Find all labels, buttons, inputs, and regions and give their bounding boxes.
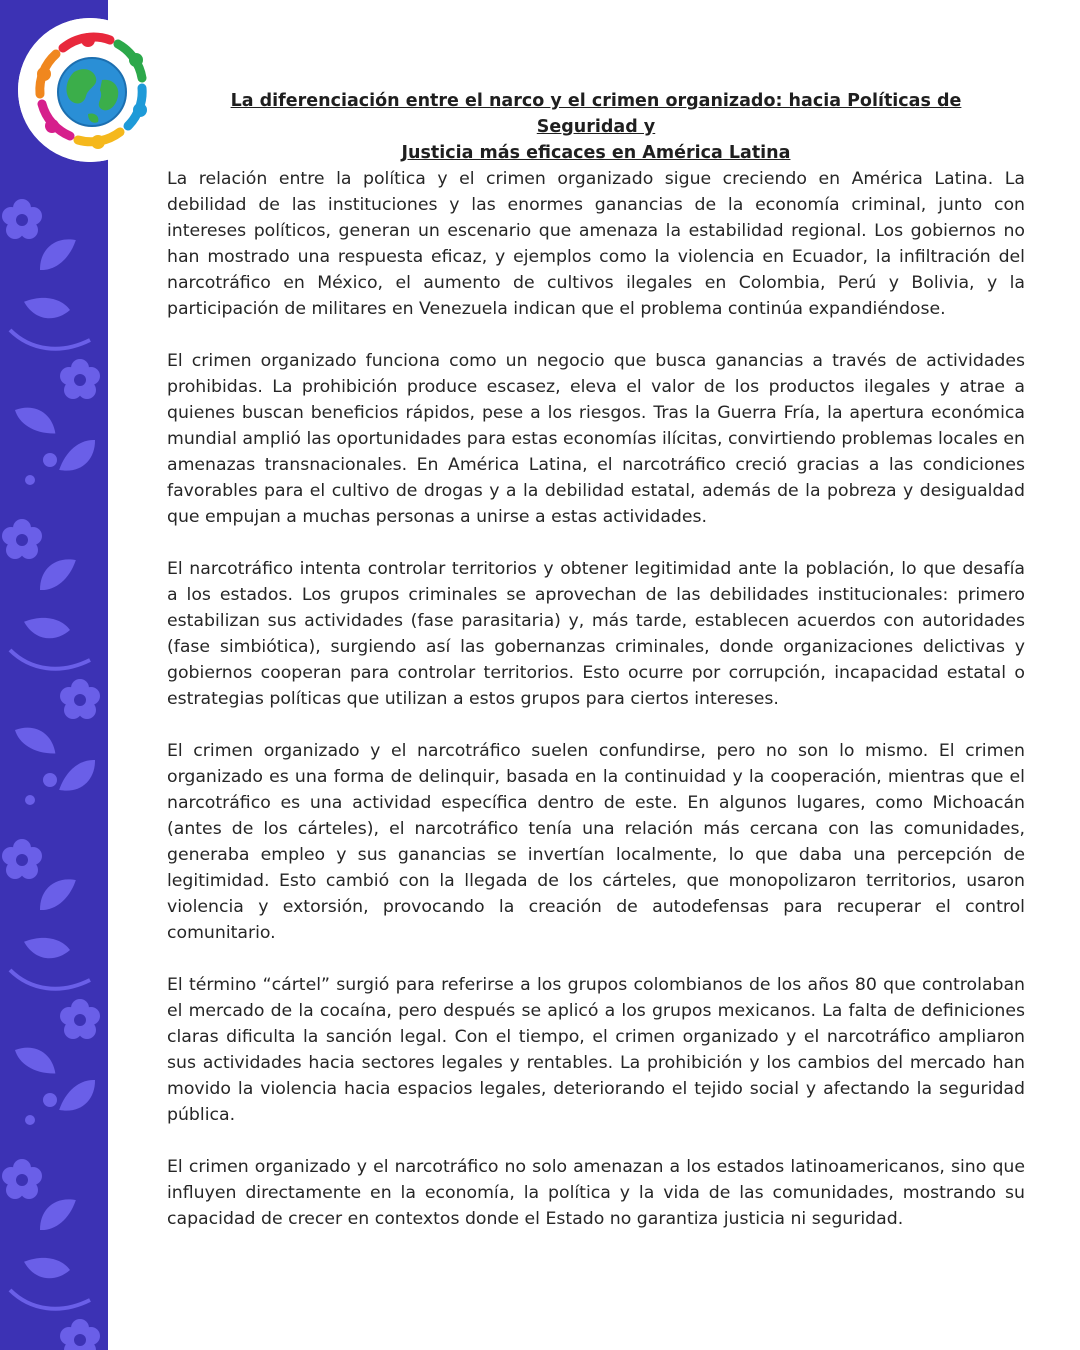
paragraph-3: El narcotráfico intenta controlar territorios y obtener legitimidad ante la población, lo que desafía a los estados. Los grupos criminales se aprovechan de las debilidades institucionales: primero estabilizan sus actividades (fase parasitaria) y, más tarde, establecen acuerdos con autoridades (fase simbiótica), surgiendo así las gobernanzas criminales, donde organizaciones delictivas y gobiernos cooperan para controlar territorios. Esto ocurre por corrupción, incapacidad estatal o estrategias políticas que utilizan a estos grupos para ciertos intereses. xyxy=(167,559,1025,709)
logo xyxy=(18,18,162,162)
globe-people-logo-icon xyxy=(18,18,162,162)
title-line-1: La diferenciación entre el narco y el crimen organizado: hacia Políticas de Seguridad y xyxy=(230,91,962,137)
paragraph-5: El término “cártel” surgió para referirse a los grupos colombianos de los años 80 que controlaban el mercado de la cocaína, pero después se aplicó a los grupos mexicanos. La falta de definiciones claras dificulta la sanción legal. Con el tiempo, el crimen organizado y el narcotráfico ampliaron sus actividades hacia sectores legales y rentables. La prohibición y los cambios del mercado han movido la violencia hacia espacios legales, deteriorando el tejido social y afectando la seguridad pública. xyxy=(167,975,1025,1125)
paragraph-2: El crimen organizado funciona como un negocio que busca ganancias a través de actividades prohibidas. La prohibición produce escasez, eleva el valor de los productos ilegales y atrae a quienes buscan beneficios rápidos, pese a los riesgos. Tras la Guerra Fría, la apertura económica mundial amplió las oportunidades para estas economías ilícitas, convirtiendo problemas locales en amenazas transnacionales. En América Latina, el narcotráfico creció gracias a las condiciones favorables para el cultivo de drogas y a la debilidad estatal, además de la pobreza y desigualdad que empujan a muchas personas a unirse a estas actividades. xyxy=(167,351,1025,527)
paragraph-6: El crimen organizado y el narcotráfico no solo amenazan a los estados latinoamericanos, sino que influyen directamente en la economía, la política y la vida de las comunidades, mostrando su capacidad de crecer en contextos donde el Estado no garantiza justicia ni seguridad. xyxy=(167,1157,1025,1229)
article-body xyxy=(167,166,1025,1258)
paragraph-4: El crimen organizado y el narcotráfico suelen confundirse, pero no son lo mismo. El crimen organizado es una forma de delinquir, basada en la continuidad y la cooperación, mientras que el narcotráfico es una actividad específica dentro de este. En algunos lugares, como Michoacán (antes de los cárteles), el narcotráfico tenía una relación más cercana con las comunidades, generaba empleo y sus ganancias se invertían localmente, lo que daba una percepción de legitimidad. Esto cambió con la llegada de los cárteles, que monopolizaron territorios, usaron violencia y extorsión, provocando la creación de autodefensas para recuperar el control comunitario. xyxy=(167,741,1025,943)
article-title xyxy=(190,88,1002,166)
floral-pattern xyxy=(0,0,108,1350)
title-line-2: Justicia más eficaces en América Latina xyxy=(401,143,791,163)
paragraph-1: La relación entre la política y el crimen organizado sigue creciendo en América Latina. La debilidad de las instituciones y las enormes ganancias de la economía criminal, junto con intereses políticos, generan un escenario que amenaza la estabilidad regional. Los gobiernos no han mostrado una respuesta eficaz, y ejemplos como la violencia en Ecuador, la infiltración del narcotráfico en México, el aumento de cultivos ilegales en Colombia, Perú y Bolivia, y la participación de militares en Venezuela indican que el problema continúa expandiéndose. xyxy=(167,169,1025,319)
decorative-side-band xyxy=(0,0,108,1350)
